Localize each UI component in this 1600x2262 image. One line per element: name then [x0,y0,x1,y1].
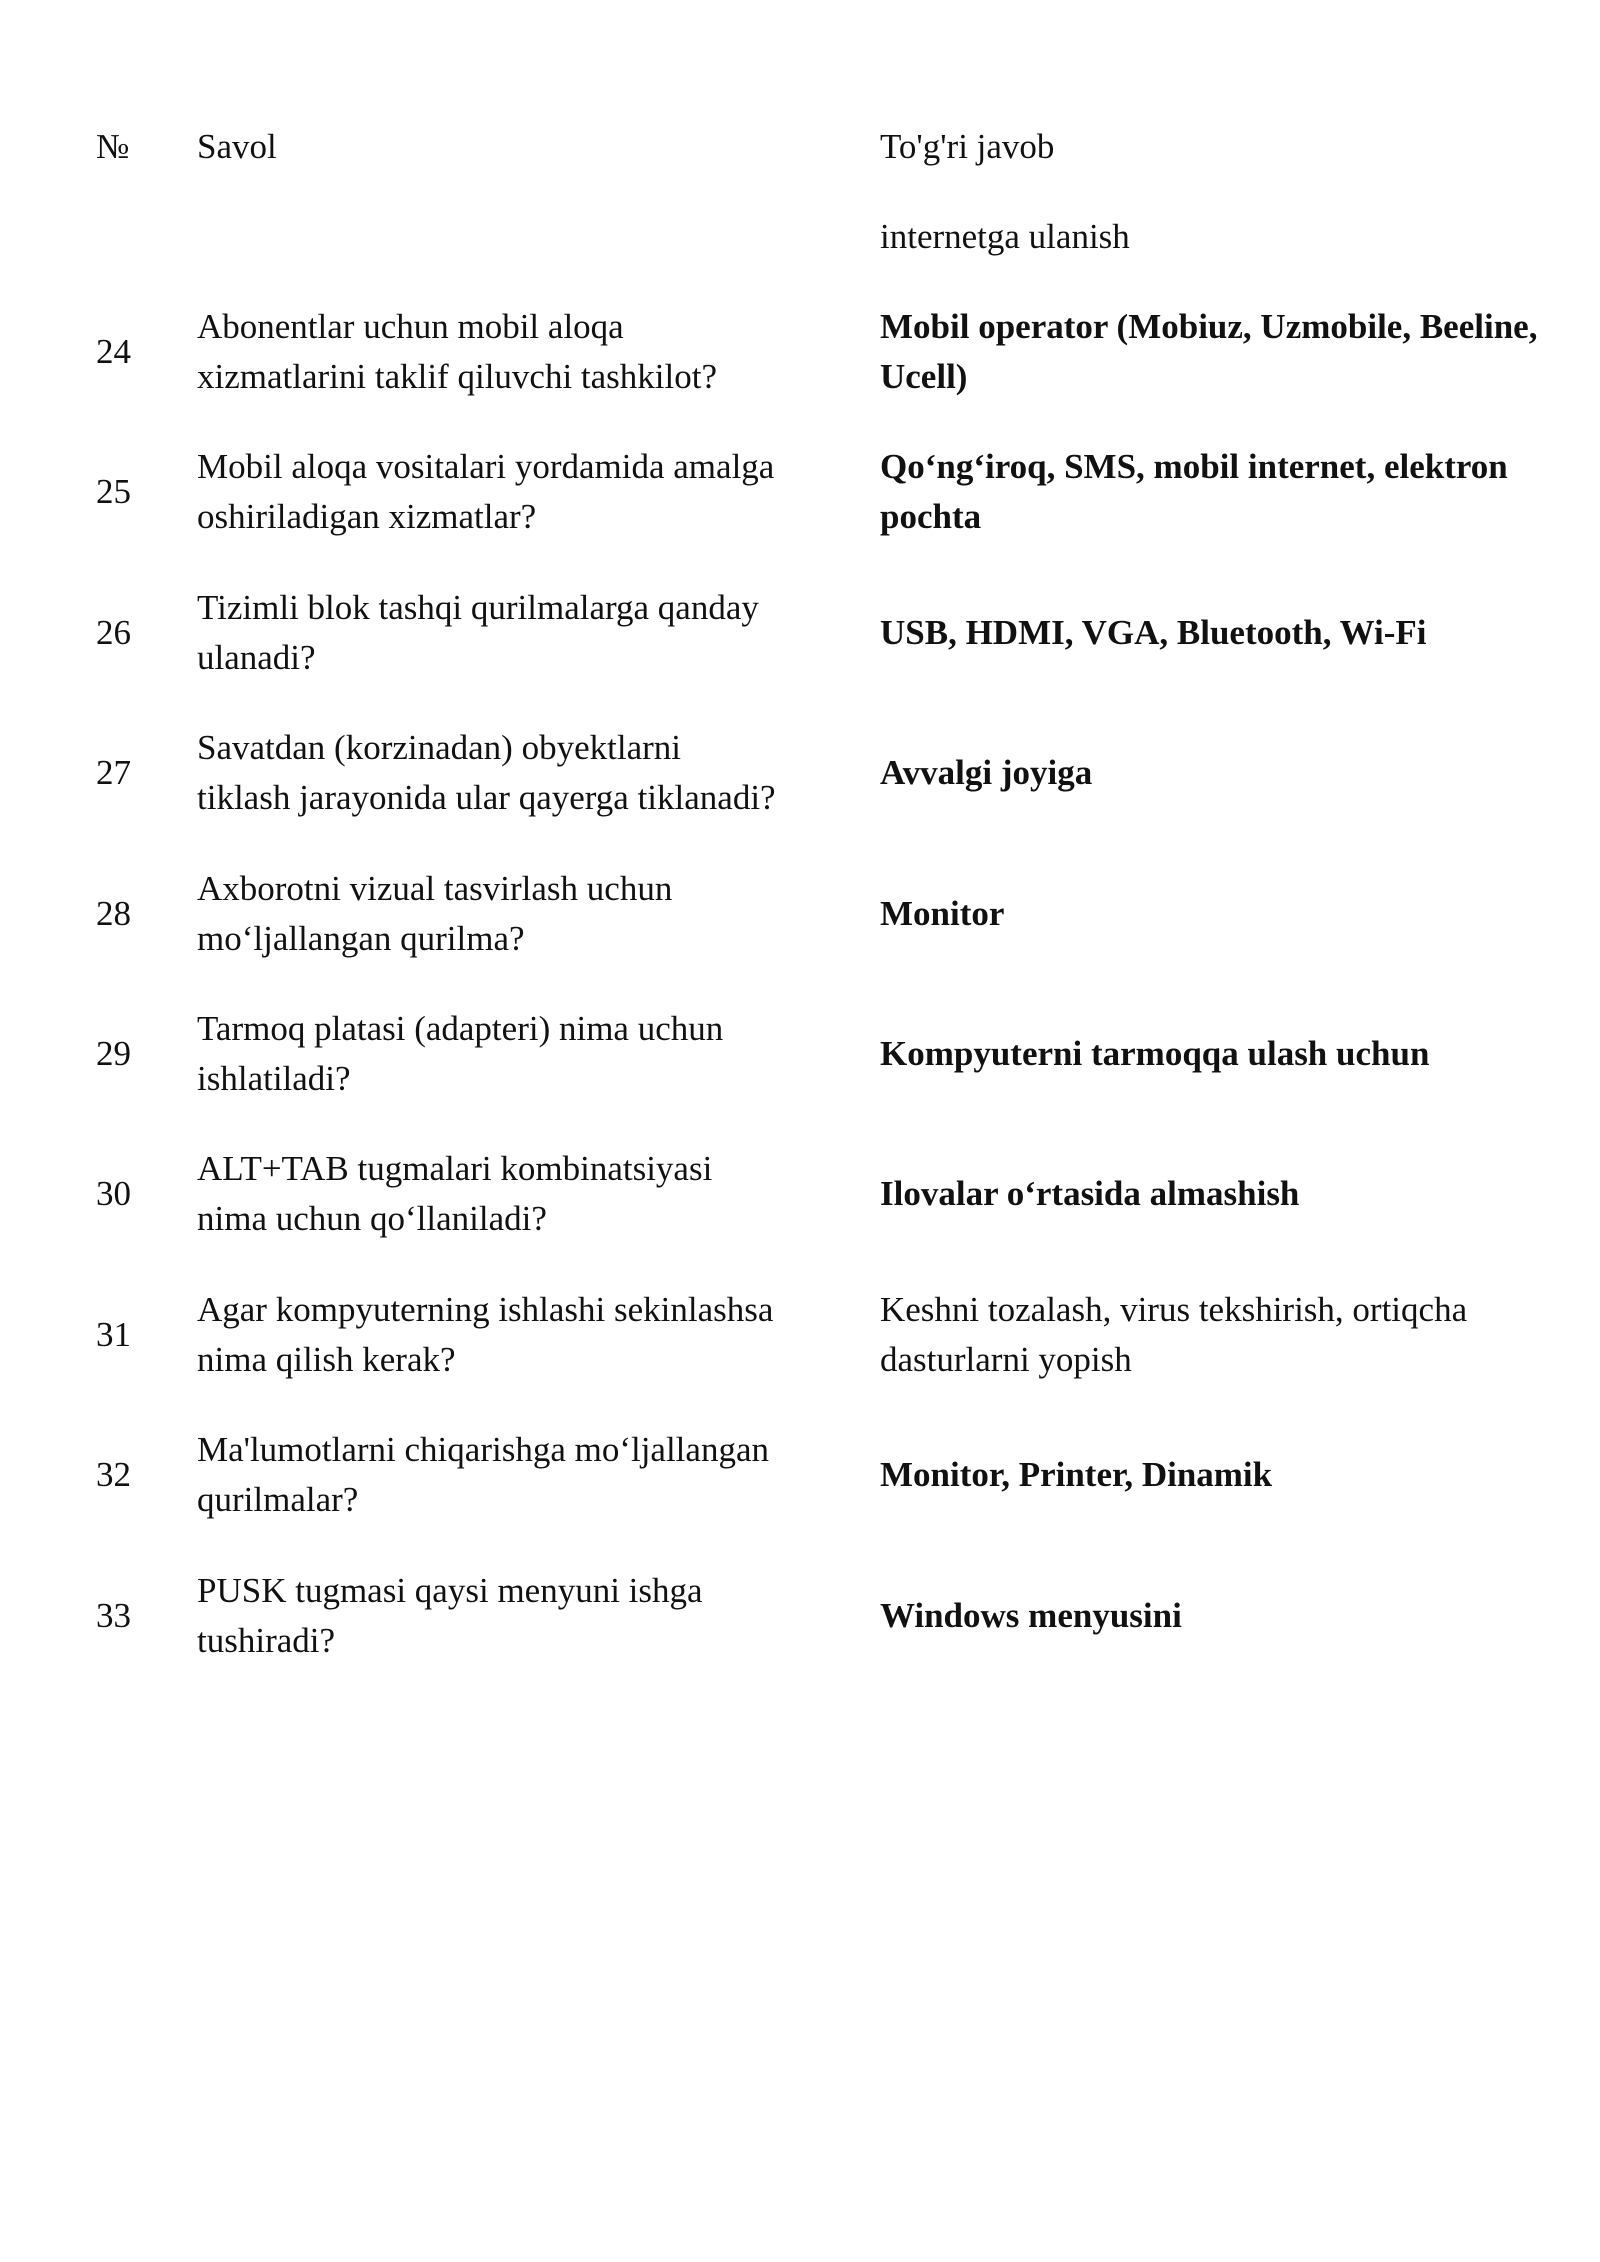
carryover-answer: internetga ulanish [880,217,1130,256]
header-question: Savol [197,127,277,166]
row-question [197,864,837,964]
row-answer [880,1285,1600,1385]
row-answer: Ilovalar o‘rtasida almashish [880,1174,1300,1213]
question-line: xizmatlarini taklif qiluvchi tashkilot? [197,357,718,396]
row-answer: USB, HDMI, VGA, Bluetooth, Wi-Fi [880,613,1427,652]
question-line: Agar kompyuterning ishlashi sekinlashsa [197,1290,774,1329]
question-line: tushiradi? [197,1621,336,1660]
row-question [197,1144,837,1244]
row-question [197,583,837,683]
answer-line: Mobil operator (Mobiuz, Uzmobile, Beeline, [880,307,1538,346]
row-number: 28 [96,894,131,933]
question-line: Tarmoq platasi (adapteri) nima uchun [197,1009,724,1048]
row-question [197,1425,837,1525]
row-number: 26 [96,613,131,652]
row-number: 27 [96,753,131,792]
header-answer: To'g'ri javob [880,127,1055,166]
question-line: oshiriladigan xizmatlar? [197,497,537,536]
answer-line: Ucell) [880,357,968,396]
row-number: 31 [96,1315,131,1354]
row-number: 25 [96,472,131,511]
row-question [197,1004,837,1104]
row-question [197,723,837,823]
row-number: 24 [96,332,131,371]
row-answer: Kompyuterni tarmoqqa ulash uchun [880,1034,1430,1073]
question-line: qurilmalar? [197,1480,359,1519]
row-answer: Monitor [880,894,1005,933]
question-line: tiklash jarayonida ular qayerga tiklanadi? [197,778,776,817]
question-line: nima uchun qo‘llaniladi? [197,1199,547,1238]
row-answer: Avvalgi joyiga [880,753,1093,792]
row-number: 33 [96,1596,131,1635]
answer-line: dasturlarni yopish [880,1340,1132,1379]
question-line: ishlatiladi? [197,1059,351,1098]
row-answer [880,302,1600,402]
row-question [197,442,837,542]
answer-line: Qo‘ng‘iroq, SMS, mobil internet, elektron [880,447,1508,486]
question-line: ulanadi? [197,638,316,677]
row-number: 30 [96,1174,131,1213]
row-answer: Monitor, Printer, Dinamik [880,1455,1273,1494]
row-question [197,1566,837,1666]
row-question [197,302,837,402]
answer-line: pochta [880,497,982,536]
question-line: mo‘ljallangan qurilma? [197,919,525,958]
question-line: Abonentlar uchun mobil aloqa [197,307,624,346]
header-number: № [96,127,130,166]
answer-line: Keshni tozalash, virus tekshirish, ortiqcha [880,1290,1468,1329]
question-line: Tizimli blok tashqi qurilmalarga qanday [197,588,759,627]
question-line: ALT+TAB tugmalari kombinatsiyasi [197,1149,713,1188]
row-question [197,1285,837,1385]
question-line: PUSK tugmasi qaysi menyuni ishga [197,1571,703,1610]
question-line: nima qilish kerak? [197,1340,456,1379]
question-line: Axborotni vizual tasvirlash uchun [197,869,673,908]
question-line: Savatdan (korzinadan) obyektlarni [197,728,681,767]
question-line: Mobil aloqa vositalari yordamida amalga [197,447,775,486]
question-line: Ma'lumotlarni chiqarishga mo‘ljallangan [197,1430,769,1469]
row-answer [880,442,1600,542]
row-answer: Windows menyusini [880,1596,1182,1635]
row-number: 32 [96,1455,131,1494]
row-number: 29 [96,1034,131,1073]
